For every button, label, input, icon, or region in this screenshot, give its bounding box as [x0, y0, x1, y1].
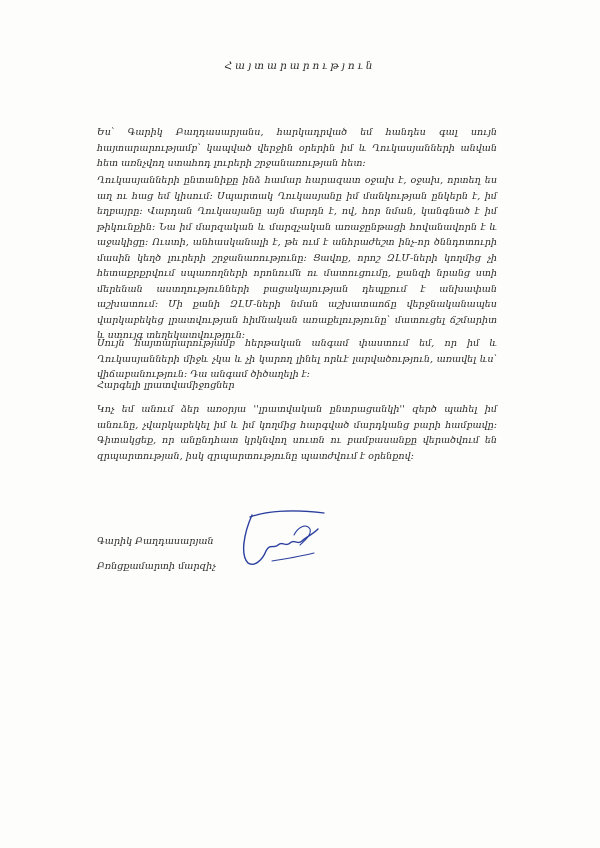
signatory-name: Գարիկ Բաղդասարյան	[97, 536, 214, 547]
paragraph-intro: Ես՝ Գարիկ Բաղդասարյանս, հարկադրված եմ հանդես գալ սույն հայտարարությամբ՝ կապված վերջին օրերին իմ և Ղուկասյանների անվան հետ առնչվող ստահոդ լուրերի շրջանառության հետ:	[97, 127, 497, 169]
paragraph-appeal: Կոչ եմ անում ձեր առօրյա ''լրատվական ընտրացանկի'' զերծ պահել իմ անունը, չվարկաբեկել իմ և իմ կողմից հարգված մարդկանց բարի համբավը: Գիտակցեք, որ անընդհատ կրկնվող սուտն ու բամբասանքը վերածվում են զրպարտության, իսկ զրպարտությունը պատժվում է օրենքով:	[97, 404, 497, 462]
document-title: Հայտարարություն	[224, 60, 376, 72]
paragraph-family: Ղուկասյանների ընտանիքը ինձ համար հարազատ օջախ է, օջախ, որտեղ ես աղ ու հաց եմ կիսում: Սպարտակ Ղուկասյանը իմ մանկության ընկերն է, իմ եղբայրը: Վարդան Ղուկասյանը այն մարդն է, ով, հոր նման, կանգնած է իմ թիկունքին: Նա իմ մարզական և մարզչական առաջընթացի հովանավորն է և աջակիցը: Ուստի, անհասկանալի է, թե ում է անհրաժեշտ ինչ-որ ծննդոտուրի մասին կեղծ լուրերի շրջանառությունը: Ցավոք, որոշ ԶԼՄ-ների կողմից չի հետաքրքրվում սպառողների որոնումն ու մատուցումը, քանզի նրանց ստի մերենան աստղությունների բացակայության դեպքում է անխափան աշխատում: Մի քանի ԶԼՄ-ների նման աշխատաոճը վերջնականապես վարկաբեկեց լրատվության հիմնական առաքելությունը՝ մատուցել ճշմարիտ և ստույգ տեղեկատվություն:	[97, 175, 497, 341]
signatory-role: Բռնցքամարտի մարզիչ	[97, 561, 216, 572]
handwritten-signature	[232, 505, 332, 575]
paragraph-statement: Սույն հայտարարությամբ հերթական անգամ փաստում եմ, որ իմ և Ղուկասյանների միջև չկա և չի կարող լինել որևէ լարվածություն, առավել ևս՝ վիճաբանություն: Դա անգամ ծիծաղելի է:	[97, 338, 497, 380]
paragraph-address: Հարգելի լրատվամիջոցներ	[97, 380, 235, 391]
